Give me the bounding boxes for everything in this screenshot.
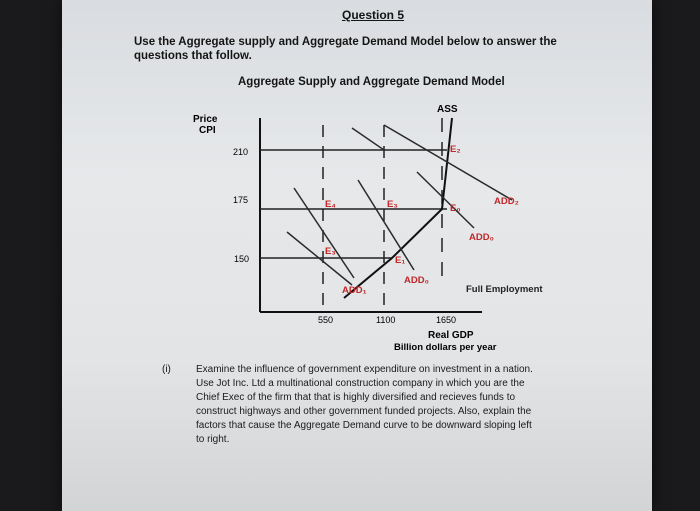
label-e3-low: E₃ [325, 246, 336, 257]
x-axis-label: Real GDP [428, 330, 474, 341]
y-tick-210: 210 [233, 147, 249, 157]
x-axis-sublabel: Billion dollars per year [394, 342, 497, 353]
label-e1: E₁ [395, 255, 406, 266]
question-number: (i) [162, 364, 171, 375]
question-line-1: Examine the influence of government expenditure on investment in a nation. [196, 364, 533, 375]
full-employment-label: Full Employment [466, 284, 543, 295]
question-line-4: construct highways and other government funded projects. Also, explain the [196, 406, 532, 417]
label-add1: ADD₁ [342, 285, 367, 296]
label-add0-lower: ADD₀ [404, 275, 429, 286]
curve-add2 [384, 125, 512, 200]
instruction-line-1: Use the Aggregate supply and Aggregate Demand Model below to answer the [134, 36, 557, 48]
curve-add2-upper [352, 128, 384, 150]
y-tick-150: 150 [234, 254, 250, 264]
x-tick-1650: 1650 [436, 315, 457, 325]
question-line-5: factors that cause the Aggregate Demand curve to be downward sloping left [196, 420, 532, 431]
label-e4: E₄ [325, 199, 336, 210]
x-tick-550: 550 [318, 315, 334, 325]
label-add2: ADD₂ [494, 196, 519, 207]
x-tick-1100: 1100 [376, 315, 396, 325]
label-e2: E₂ [450, 144, 461, 155]
question-line-2: Use Jot Inc. Ltd a multinational construction company in which you are the [196, 378, 525, 389]
label-e0: E₀ [450, 203, 461, 214]
question-line-3: Chief Exec of the firm that that is highly diversified and recieves funds to [196, 392, 516, 403]
worksheet-page [62, 0, 652, 511]
curve-add0 [358, 180, 414, 270]
supply-curve-label: ASS [437, 104, 458, 115]
question-line-6: to right. [196, 434, 230, 445]
question-title: Question 5 [342, 8, 405, 22]
y-tick-175: 175 [233, 195, 249, 205]
label-add0: ADD₀ [469, 232, 494, 243]
y-axis-label: Price CPI [193, 114, 218, 136]
chart-title: Aggregate Supply and Aggregate Demand Model [238, 76, 505, 88]
aggregate-supply-curve [344, 118, 452, 298]
as-ad-chart [62, 0, 652, 360]
label-e3-mid: E₃ [387, 199, 398, 210]
curve-add1-upper [294, 188, 354, 278]
instruction-line-2: questions that follow. [134, 50, 252, 62]
